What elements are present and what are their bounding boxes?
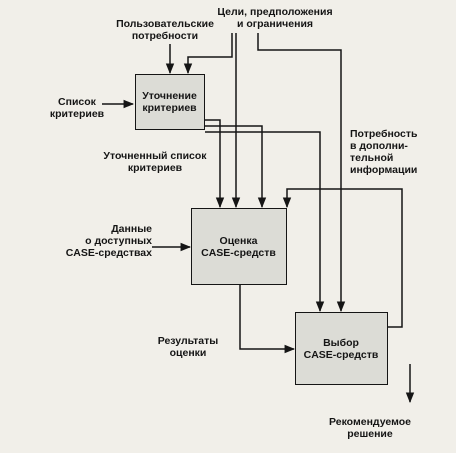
label-recommended-2: решение (347, 428, 393, 440)
label-available-data-2: о доступных (85, 235, 152, 247)
box-select-tools (295, 312, 388, 385)
arrow-need-info (287, 189, 402, 327)
box-refine-label-2: критериев (142, 102, 197, 114)
label-refined-list-2: критериев (127, 162, 183, 174)
box-evaluate-tools (191, 208, 287, 285)
label-user-needs-1: Пользовательские (116, 18, 214, 30)
label-refined-list-1: Уточненный список (103, 150, 207, 162)
box-evaluate-label-2: CASE-средств (201, 247, 276, 259)
label-goals-1: Цели, предположения (217, 6, 333, 18)
label-criteria-list-1: Список (58, 96, 96, 108)
label-recommended-1: Рекомендуемое (328, 416, 411, 428)
label-goals-2: и ограничения (236, 18, 314, 30)
label-user-needs-2: потребности (131, 30, 199, 42)
label-need-info-2: в дополни- (350, 140, 408, 152)
label-criteria-list-2: критериев (49, 108, 105, 120)
arrow-eval-results (240, 285, 294, 349)
box-refine-criteria (135, 74, 205, 130)
box-evaluate-label-1: Оценка (219, 235, 258, 247)
label-available-data-1: Данные (111, 223, 152, 235)
label-need-info-4: информации (350, 164, 418, 176)
label-eval-results-2: оценки (169, 347, 207, 359)
label-need-info-1: Потребность (350, 128, 418, 140)
label-available-data-3: CASE-средствах (65, 247, 152, 259)
box-refine-label-1: Уточнение (142, 90, 197, 102)
label-eval-results-1: Результаты (157, 335, 219, 347)
box-select-label-2: CASE-средств (303, 349, 379, 361)
box-select-label-1: Выбор (323, 337, 359, 349)
label-need-info-3: тельной (350, 152, 394, 164)
